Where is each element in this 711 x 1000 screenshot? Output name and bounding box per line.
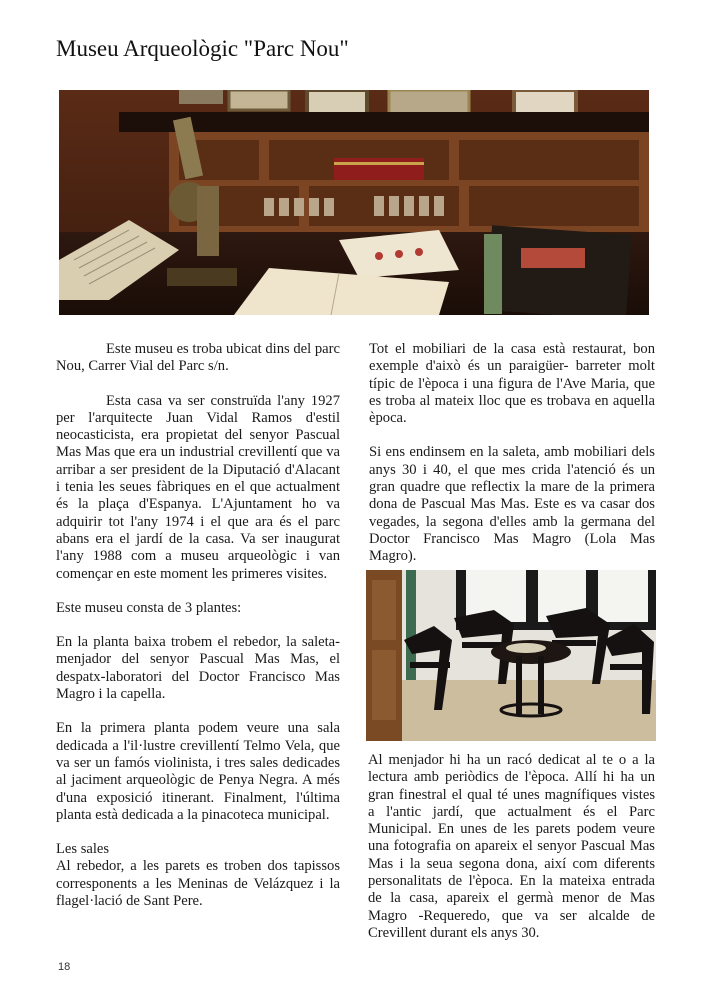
left-column: [56, 341, 340, 927]
furniture-illustration: [366, 570, 656, 741]
paragraph-first-floor: En la primera planta podem veure una sala dedicada a l'il·lustre crevillentí Telmo Vela, que va ser un famós violinista, i tres sales dedicades al jaciment arqueològic de Penya Negra. A més d'una exposició itinerant. Finalment, l'última planta està dedicada a la pinacoteca municipal.: [56, 720, 340, 823]
page-title: Museu Arqueològic "Parc Nou": [56, 36, 349, 61]
desk-photo: [59, 90, 649, 315]
desk-illustration: [59, 90, 649, 315]
section-heading-sales: Les sales: [56, 841, 110, 858]
paragraph-floors-intro: Este museu consta de 3 plantes:: [56, 599, 242, 616]
right-column-top: [369, 341, 655, 583]
furniture-photo: [366, 570, 656, 741]
right-column-bottom: [368, 752, 655, 959]
paragraph-ground-floor: En la planta baixa trobem el rebedor, la saleta-menjador del senyor Pascual Mas Mas, el despatx-laboratori del Doctor Francisco Mas Magro i la capella.: [56, 634, 340, 703]
paragraph-menjador: Al menjador hi ha un racó dedicat al te o a la lectura amb periòdics de l'època. Allí hi ha un gran finestral el qual té unes magnífiques vistes a l'antic jardí, que actualment és el Parc Municipal. En unes de les parets podem veure una fotografia on apareix el senyor Pascual Mas Mas i la seua segona dona, així com diferents personalitats de l'època. En la mateixa entrada de la casa, apareix el germà menor de Mas Magro -Requeredo, que va ser alcalde de Crevillent durant els anys 30.: [368, 752, 655, 941]
page-number: 18: [58, 961, 71, 973]
paragraph-location: Este museu es troba ubicat dins del parc Nou, Carrer Vial del Parc s/n.: [56, 341, 340, 375]
paragraph-furniture: Tot el mobiliari de la casa està restaurat, bon exemple d'això és un paraigüer- barreter molt típic de l'època i una figura de l'Ave Maria, que es troba al mateix lloc que es trobava en aquella època.: [369, 341, 655, 427]
paragraph-rebedor: Al rebedor, a les parets es troben dos tapissos corresponents a les Meninas de Velázquez i la flagel·lació de Sant Pere.: [56, 858, 340, 910]
paragraph-saleta: Si ens endinsem en la saleta, amb mobiliari dels anys 30 i 40, el que mes crida l'atenció és un gran quadre que reflectix la mare de la primera dona de Pascual Mas Mas. Este es va casar dos vegades, la segona d'elles amb la germana del Doctor Francisco Mas Magro (Lola Mas Magro).: [369, 444, 655, 565]
paragraph-history: Esta casa va ser construïda l'any 1927 per l'arquitecte Juan Vidal Ramos d'estil neocasticista, era propietat del senyor Pascual Mas Mas que era un industrial crevillentí que va arribar a ser president de la Diputació d'Alacant i tenia les seues fàbriques en el que actualment és la plaça d'Espanya. L'Ajuntament ho va adquirir tot l'any 1974 i el que ara és el parc abans era el jardí de la casa. Va ser inaugurat l'any 1988 com a museu arqueològic i van començar en este moment les primeres visites.: [56, 392, 340, 582]
